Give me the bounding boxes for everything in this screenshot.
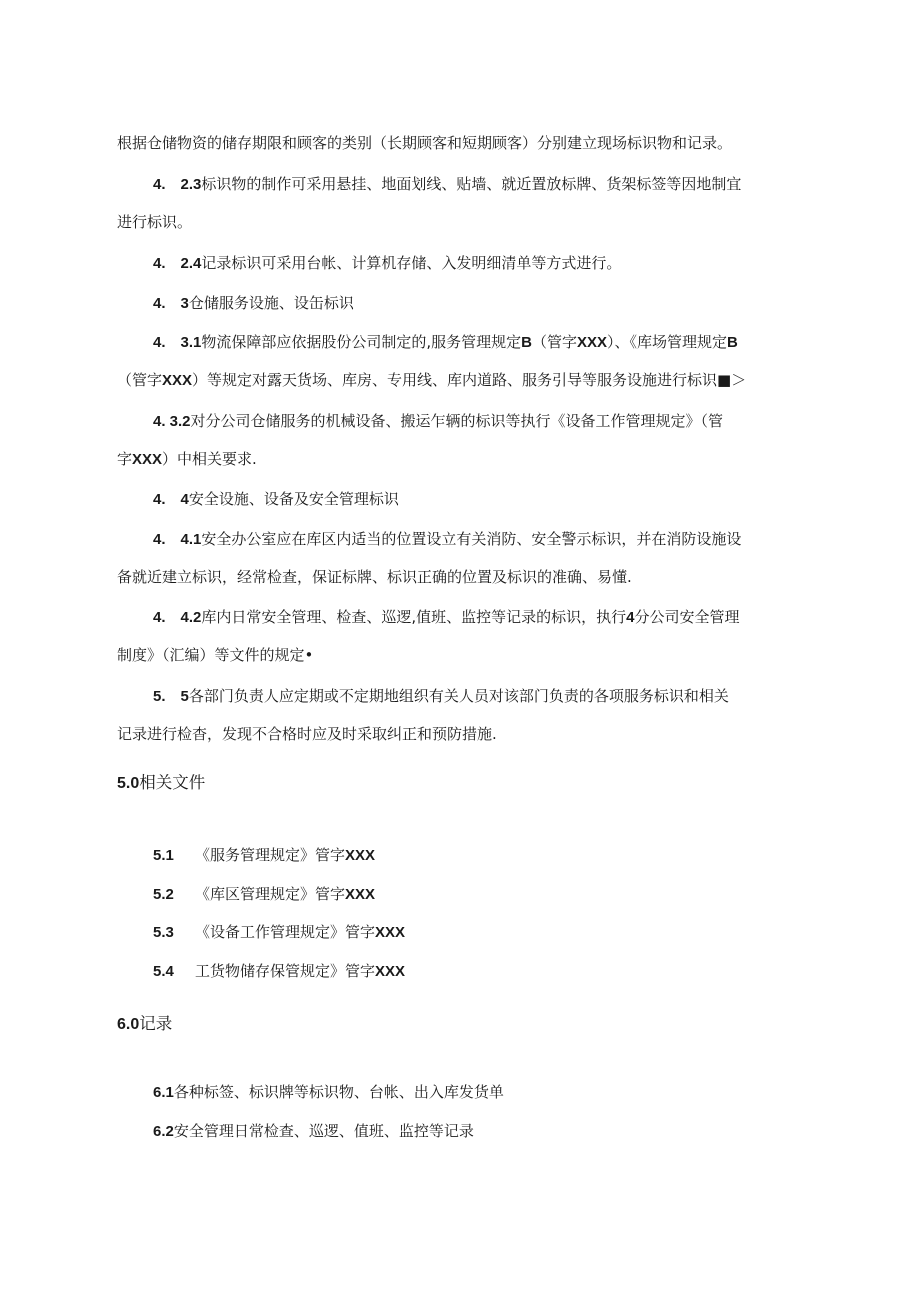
clause-number: 4. 3 bbox=[153, 295, 189, 312]
paragraph-text: （管字 bbox=[117, 371, 163, 389]
paragraph-text: ）、《库场管理规定 bbox=[607, 333, 728, 351]
item-text: 《设备工作管理规定》管字 bbox=[195, 923, 376, 941]
item-text: 《库区管理规定》管字 bbox=[195, 885, 346, 903]
paragraph-4-4-2-line2 bbox=[117, 645, 313, 665]
paragraph-text: 记录进行检杳，发现不合格时应及时采取纠正和预防措施. bbox=[117, 725, 497, 743]
item-number: 6.2 bbox=[153, 1123, 174, 1140]
paragraph-4-2-3-line2 bbox=[117, 212, 192, 232]
clause-number: 4. 4.1 bbox=[153, 531, 202, 548]
doc-code: XXX bbox=[375, 963, 406, 980]
related-document-item bbox=[153, 922, 417, 943]
paragraph-text: 分公司安全管理 bbox=[634, 608, 740, 626]
doc-code: XXX bbox=[345, 847, 376, 864]
related-document-item bbox=[153, 845, 387, 866]
paragraph-text: 物流保障部应依据股份公司制定的,服务管理规定 bbox=[201, 333, 522, 351]
item-text: 各种标签、标识牌等标识物、台帐、出入库发货单 bbox=[173, 1083, 504, 1101]
paragraph-4-3 bbox=[153, 293, 354, 314]
clause-number: 4. 2.4 bbox=[153, 255, 202, 272]
heading-text: 相关文件 bbox=[139, 773, 206, 792]
paragraph-4-4-1 bbox=[153, 529, 741, 550]
paragraph-4-4 bbox=[153, 489, 399, 510]
paragraph-text: （管字 bbox=[532, 333, 578, 351]
paragraph-text: 对分公司仓储服务的机械设备、搬运乍辆的标识等执行《设备工作管理规定》（管 bbox=[190, 412, 724, 430]
record-item bbox=[153, 1121, 474, 1142]
doc-code: XXX bbox=[162, 372, 193, 389]
paragraph-4-3-2-line2 bbox=[117, 449, 257, 470]
paragraph-text: 安全办公室应在库区内适当的位置设立有关消防、安全警示标识，并在消防设施设 bbox=[201, 530, 742, 548]
clause-number: 4. 3.2 bbox=[153, 413, 191, 430]
paragraph-4-4-2 bbox=[153, 607, 740, 628]
item-number: 5.4 bbox=[153, 963, 174, 980]
item-number: 5.2 bbox=[153, 886, 174, 903]
section-heading-records bbox=[117, 1013, 172, 1036]
paragraph-text: 进行标识。 bbox=[117, 213, 193, 231]
record-item bbox=[153, 1082, 504, 1103]
related-document-item bbox=[153, 961, 417, 982]
paragraph-text: 各部门负责人应定期或不定期地组织有关人员对该部门负责的各项服务标识和相关 bbox=[188, 687, 729, 705]
paragraph-text: 制度》（汇编）等文件的规定• bbox=[117, 646, 314, 664]
paragraph-text: ）等规定对露天货场、库房、专用线、库内道路、服务引导等服务设施进行标识■＞ bbox=[192, 371, 747, 389]
related-document-item bbox=[153, 884, 387, 905]
paragraph-4-3-1-line2 bbox=[117, 370, 746, 391]
paragraph-4-2-2-continuation bbox=[117, 133, 732, 153]
doc-code: XXX bbox=[577, 334, 608, 351]
clause-number: 4. 4 bbox=[153, 491, 189, 508]
paragraph-text: 安全设施、设备及安全管理标识 bbox=[188, 490, 399, 508]
paragraph-text: 备就近建立标识，经常检查，保证标牌、标识正确的位置及标识的准确、易懂. bbox=[117, 568, 632, 586]
clause-number: 4. 2.3 bbox=[153, 176, 202, 193]
doc-code: XXX bbox=[345, 886, 376, 903]
item-number: 6.1 bbox=[153, 1084, 174, 1101]
clause-number: 4. 3.1 bbox=[153, 334, 202, 351]
clause-number: 5. 5 bbox=[153, 688, 189, 705]
heading-number: 6.0 bbox=[117, 1016, 140, 1033]
heading-text: 记录 bbox=[139, 1014, 173, 1033]
code-number: 4 bbox=[626, 609, 635, 626]
paragraph-4-3-2 bbox=[153, 411, 723, 432]
paragraph-4-4-1-line2 bbox=[117, 567, 632, 587]
item-number: 5.1 bbox=[153, 847, 174, 864]
paragraph-text: 仓储服务设施、设缶标识 bbox=[188, 294, 354, 312]
paragraph-4-3-1 bbox=[153, 332, 738, 353]
paragraph-text: 库内日常安全管理、检查、巡逻,值班、监控等记录的标识，执行 bbox=[201, 608, 627, 626]
paragraph-text: 记录标识可采用台帐、计算机存储、入发明细清单等方式进行。 bbox=[201, 254, 622, 272]
item-text: 安全管理日常检查、巡逻、值班、监控等记录 bbox=[173, 1122, 474, 1140]
clause-number: 4. 4.2 bbox=[153, 609, 202, 626]
doc-code: XXX bbox=[132, 451, 163, 468]
paragraph-text: 标识物的制作可采用悬挂、地面划线、贴墙、就近置放标牌、货架标签等因地制宜 bbox=[201, 175, 742, 193]
paragraph-4-2-3 bbox=[153, 174, 741, 195]
paragraph-5-5 bbox=[153, 686, 729, 707]
item-text: 《服务管理规定》管字 bbox=[195, 846, 346, 864]
item-text: 工货物储存保管规定》管字 bbox=[195, 962, 376, 980]
paragraph-text: ）中相关要求. bbox=[162, 450, 257, 468]
item-number: 5.3 bbox=[153, 924, 174, 941]
heading-number: 5.0 bbox=[117, 775, 140, 792]
section-heading-related-documents bbox=[117, 772, 205, 795]
paragraph-4-2-4 bbox=[153, 253, 621, 274]
doc-code: XXX bbox=[375, 924, 406, 941]
paragraph-text: 根据仓储物资的储存期限和顾客的类别（长期顾客和短期顾客）分别建立现场标识物和记录。 bbox=[117, 134, 733, 152]
paragraph-5-5-line2 bbox=[117, 724, 497, 744]
paragraph-text: 字 bbox=[117, 450, 133, 468]
code-letter: B bbox=[727, 334, 738, 351]
code-letter: B bbox=[521, 334, 532, 351]
